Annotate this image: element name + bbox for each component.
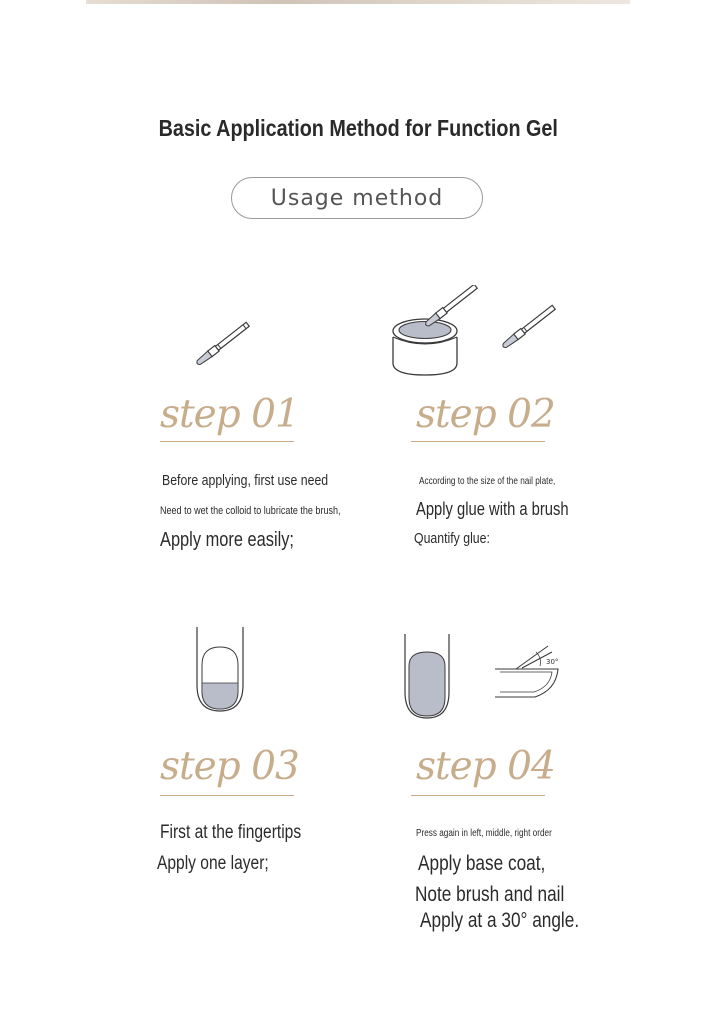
step-01-line-1: Before applying, first use need xyxy=(162,472,329,489)
angle-diagram-icon xyxy=(490,642,565,702)
brush-icon xyxy=(185,315,260,375)
gel-jar-icon xyxy=(388,285,488,380)
step-02-label: step 02 xyxy=(416,392,555,437)
step-02-line-3: Quantify glue: xyxy=(414,530,490,547)
angle-label: 30° xyxy=(546,658,559,666)
nail-tip-icon xyxy=(190,625,250,715)
step-03-line-1: First at the fingertips xyxy=(160,822,302,843)
step-02-line-2: Apply glue with a brush xyxy=(416,499,569,519)
step-03-label: step 03 xyxy=(160,744,299,789)
step-03-line-2: Apply one layer; xyxy=(157,853,269,874)
step-01-line-2: Need to wet the colloid to lubricate the brush, xyxy=(160,505,341,517)
step-01-line-3: Apply more easily; xyxy=(160,529,294,551)
step-04-label: step 04 xyxy=(416,744,555,789)
step-02-line-1: According to the size of the nail plate, xyxy=(419,476,556,487)
step-01-underline xyxy=(160,441,294,442)
brush-icon xyxy=(493,298,563,358)
usage-method-button[interactable] xyxy=(231,177,483,219)
step-03-underline xyxy=(160,795,294,796)
usage-method-label: Usage method xyxy=(270,185,444,211)
step-01-label: step 01 xyxy=(160,392,299,437)
step-04-line-3: Note brush and nail xyxy=(415,883,565,906)
nail-full-icon xyxy=(400,632,455,722)
step-04-line-4: Apply at a 30° angle. xyxy=(420,909,580,932)
step-04-line-1: Press again in left, middle, right order xyxy=(416,828,552,839)
step-04-underline xyxy=(411,795,545,796)
step-02-underline xyxy=(411,441,545,442)
step-04-line-2: Apply base coat, xyxy=(418,852,546,875)
page-title: Basic Application Method for Function Gel xyxy=(158,115,558,141)
top-image-strip xyxy=(86,0,630,4)
